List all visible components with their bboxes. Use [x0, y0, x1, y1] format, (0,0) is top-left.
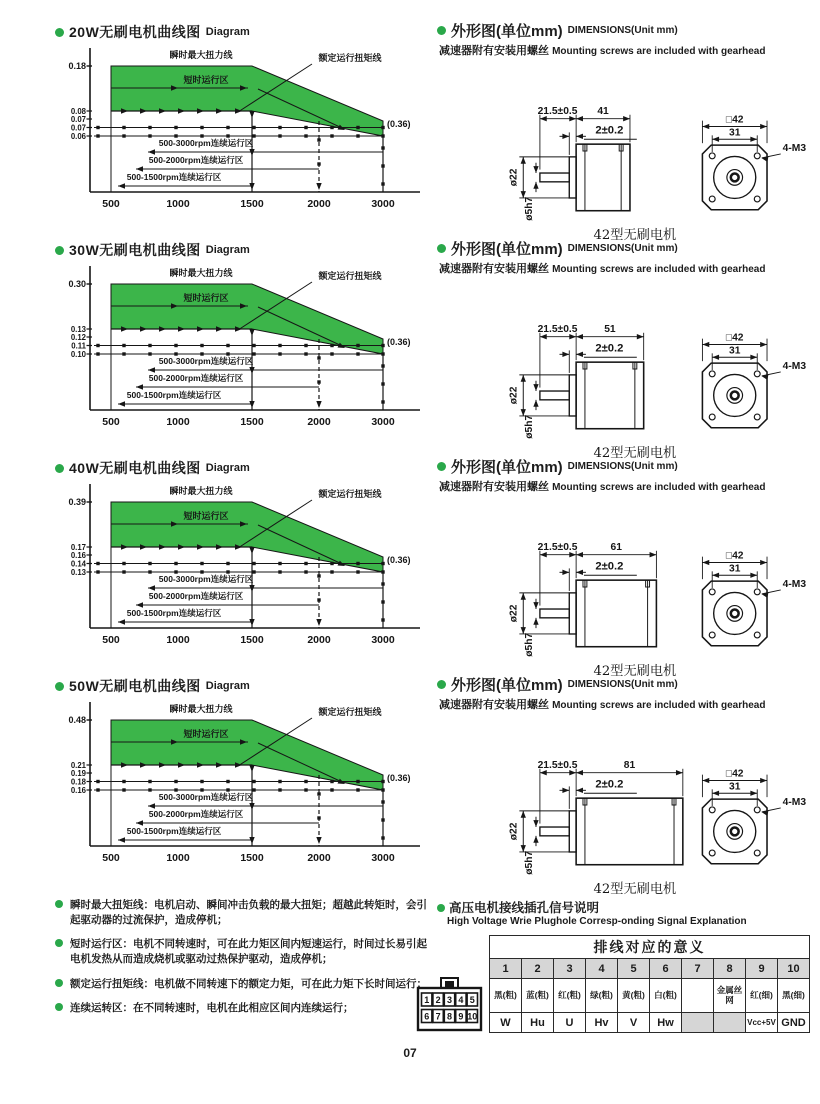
svg-text:7: 7 — [435, 1011, 441, 1022]
svg-text:□42: □42 — [725, 114, 744, 126]
dimension-title-cn: 外形图(单位mm) — [451, 459, 563, 476]
dimension-subtitle — [439, 42, 820, 58]
svg-text:500-2000rpm连续运行区: 500-2000rpm连续运行区 — [148, 155, 244, 165]
svg-text:0.07: 0.07 — [70, 114, 86, 124]
svg-text:0.17: 0.17 — [70, 542, 86, 552]
svg-text:额定运行扭矩线: 额定运行扭矩线 — [318, 707, 382, 717]
dimension-title-en: DIMENSIONS(Unit mm) — [567, 25, 678, 36]
svg-text:21.5±0.5: 21.5±0.5 — [537, 541, 578, 553]
svg-text:0.48: 0.48 — [68, 715, 86, 725]
svg-text:1500: 1500 — [240, 198, 264, 210]
green-bullet-icon — [55, 682, 64, 691]
svg-text:21.5±0.5: 21.5±0.5 — [537, 105, 578, 117]
svg-text:0.30: 0.30 — [68, 279, 86, 289]
svg-text:1500: 1500 — [240, 634, 264, 646]
dimension-section-51 — [437, 238, 820, 462]
svg-text:短时运行区: 短时运行区 — [183, 511, 229, 521]
svg-text:1: 1 — [424, 995, 430, 1005]
svg-text:0.12: 0.12 — [70, 332, 86, 342]
svg-text:瞬时最大扭力线: 瞬时最大扭力线 — [169, 704, 233, 714]
green-bullet-icon — [55, 939, 63, 947]
torque-curve-chart — [55, 42, 435, 238]
svg-text:0.16: 0.16 — [70, 785, 86, 795]
charts-column — [55, 22, 435, 1026]
svg-text:0.39: 0.39 — [68, 497, 86, 507]
dimension-subtitle-en: Mounting screws are included with gearhead — [552, 264, 766, 275]
torque-curve-chart — [55, 478, 435, 674]
wiring-heading-cn: 高压电机接线插孔信号说明 — [449, 901, 600, 915]
svg-text:0.21: 0.21 — [70, 760, 86, 770]
pin-number-cell: 8 — [714, 959, 746, 979]
svg-text:额定运行扭矩线: 额定运行扭矩线 — [318, 271, 382, 281]
motor-dimension-drawing — [437, 276, 820, 462]
svg-text:1000: 1000 — [166, 416, 190, 428]
green-bullet-icon — [437, 244, 446, 253]
signal-cell: Hv — [586, 1013, 618, 1033]
svg-text:6: 6 — [424, 1011, 430, 1022]
green-bullet-icon — [55, 1003, 63, 1011]
green-bullet-icon — [437, 462, 446, 471]
green-bullet-icon — [55, 900, 63, 908]
signal-cell: Vcc+5V — [746, 1013, 778, 1033]
chart-title: 30W无刷电机曲线图 — [69, 242, 201, 258]
wiring-table — [489, 935, 810, 1033]
green-bullet-icon — [55, 464, 64, 473]
svg-text:51: 51 — [604, 323, 616, 335]
wiring-table-title: 排线对应的意义 — [490, 936, 810, 959]
svg-text:500: 500 — [102, 416, 120, 428]
svg-text:ø5h7: ø5h7 — [524, 632, 536, 657]
svg-text:0.13: 0.13 — [70, 567, 86, 577]
svg-text:9: 9 — [458, 1011, 464, 1022]
svg-text:500-3000rpm连续运行区: 500-3000rpm连续运行区 — [158, 574, 254, 584]
svg-text:额定运行扭矩线: 额定运行扭矩线 — [318, 53, 382, 63]
svg-text:ø22: ø22 — [508, 168, 520, 187]
svg-text:31: 31 — [729, 563, 741, 575]
svg-text:500-3000rpm连续运行区: 500-3000rpm连续运行区 — [158, 356, 254, 366]
green-bullet-icon — [55, 246, 64, 255]
svg-text:瞬时最大扭力线: 瞬时最大扭力线 — [169, 50, 233, 60]
note-item — [55, 937, 433, 966]
dimension-subtitle-cn: 减速器附有安装用螺丝 — [439, 45, 549, 57]
svg-text:2: 2 — [435, 995, 441, 1005]
wire-color-cell: 红(细) — [746, 979, 778, 1013]
svg-text:3000: 3000 — [371, 634, 395, 646]
svg-text:(0.36): (0.36) — [387, 337, 411, 347]
svg-text:500: 500 — [102, 198, 120, 210]
chart-section-title — [55, 458, 435, 478]
svg-text:□42: □42 — [725, 768, 744, 780]
svg-text:0.16: 0.16 — [70, 550, 86, 560]
svg-text:3: 3 — [446, 995, 453, 1005]
wire-color-cell: 蓝(粗) — [522, 979, 554, 1013]
svg-text:0.08: 0.08 — [70, 106, 86, 116]
wiring-section — [424, 898, 820, 1033]
svg-text:2±0.2: 2±0.2 — [595, 124, 624, 137]
pin-number-cell: 5 — [618, 959, 650, 979]
svg-text:4-M3: 4-M3 — [782, 143, 807, 154]
svg-text:500-1500rpm连续运行区: 500-1500rpm连续运行区 — [126, 608, 222, 618]
note-item — [55, 977, 433, 992]
signal-cell: GND — [778, 1013, 810, 1033]
wire-color-cell: 黑(粗) — [490, 979, 522, 1013]
svg-text:(0.36): (0.36) — [387, 773, 411, 783]
dimension-title-cn: 外形图(单位mm) — [451, 241, 563, 258]
signal-cell: U — [554, 1013, 586, 1033]
svg-text:额定运行扭矩线: 额定运行扭矩线 — [318, 489, 382, 499]
svg-text:1000: 1000 — [166, 198, 190, 210]
svg-text:500-1500rpm连续运行区: 500-1500rpm连续运行区 — [126, 172, 222, 182]
dimension-subtitle-en: Mounting screws are included with gearhead — [552, 482, 766, 493]
svg-text:ø5h7: ø5h7 — [524, 414, 536, 439]
svg-text:1000: 1000 — [166, 852, 190, 864]
svg-text:8: 8 — [446, 1011, 453, 1022]
green-bullet-icon — [55, 979, 63, 987]
signal-cell: Hw — [650, 1013, 682, 1033]
svg-text:500-1500rpm连续运行区: 500-1500rpm连续运行区 — [126, 826, 222, 836]
plug-connector-icon — [415, 975, 485, 1033]
torque-curve-chart — [55, 260, 435, 456]
pin-number-cell: 3 — [554, 959, 586, 979]
svg-text:0.07: 0.07 — [70, 123, 86, 133]
svg-text:500-2000rpm连续运行区: 500-2000rpm连续运行区 — [148, 373, 244, 383]
chart-title-en: Diagram — [205, 26, 250, 38]
pin-number-cell: 10 — [778, 959, 810, 979]
svg-text:31: 31 — [729, 781, 741, 793]
svg-text:ø5h7: ø5h7 — [524, 850, 536, 875]
svg-text:10: 10 — [467, 1011, 478, 1022]
dimension-section-41 — [437, 20, 820, 244]
svg-text:3000: 3000 — [371, 852, 395, 864]
green-bullet-icon — [437, 26, 446, 35]
svg-text:0.19: 0.19 — [70, 768, 86, 778]
svg-text:5: 5 — [469, 995, 475, 1005]
chart-title: 50W无刷电机曲线图 — [69, 678, 201, 694]
svg-text:4: 4 — [458, 995, 464, 1005]
chart-title: 20W无刷电机曲线图 — [69, 24, 201, 40]
torque-curve-chart — [55, 696, 435, 892]
svg-text:瞬时最大扭力线: 瞬时最大扭力线 — [169, 486, 233, 496]
svg-text:1500: 1500 — [240, 852, 264, 864]
dimension-title-cn: 外形图(单位mm) — [451, 23, 563, 40]
svg-text:2000: 2000 — [307, 198, 331, 210]
svg-text:500: 500 — [102, 634, 120, 646]
note-item — [55, 1001, 433, 1016]
pin-number-cell: 4 — [586, 959, 618, 979]
svg-text:0.18: 0.18 — [68, 61, 86, 71]
wiring-heading-en: High Voltage Wrie Plughole Corresp-onding Signal Explanation — [447, 916, 747, 927]
chart-section-30w — [55, 240, 435, 458]
dimension-title-en: DIMENSIONS(Unit mm) — [567, 679, 678, 690]
chart-section-title — [55, 676, 435, 696]
note-item — [55, 898, 433, 927]
svg-text:1500: 1500 — [240, 416, 264, 428]
svg-text:31: 31 — [729, 127, 741, 139]
signal-cell: V — [618, 1013, 650, 1033]
svg-text:ø22: ø22 — [508, 386, 520, 405]
dimension-subtitle-cn: 减速器附有安装用螺丝 — [439, 263, 549, 275]
wiring-content — [424, 935, 820, 1033]
green-bullet-icon — [437, 904, 445, 912]
signal-cell: W — [490, 1013, 522, 1033]
dimensions-column — [424, 20, 820, 1033]
chart-section-50w — [55, 676, 435, 894]
note-text: 连续运转区：在不同转速时，电机在此相应区间内连续运行； — [70, 1002, 354, 1015]
svg-text:(0.36): (0.36) — [387, 119, 411, 129]
dimension-subtitle-en: Mounting screws are included with gearhead — [552, 700, 766, 711]
svg-text:500-2000rpm连续运行区: 500-2000rpm连续运行区 — [148, 591, 244, 601]
svg-text:4-M3: 4-M3 — [782, 797, 807, 808]
dimension-title-en: DIMENSIONS(Unit mm) — [567, 243, 678, 254]
dimension-section-61 — [437, 456, 820, 680]
svg-text:1000: 1000 — [166, 634, 190, 646]
chart-section-20w — [55, 22, 435, 240]
chart-title-en: Diagram — [205, 680, 250, 692]
wiring-heading — [437, 898, 820, 916]
pin-number-cell: 1 — [490, 959, 522, 979]
svg-text:42型无刷电机: 42型无刷电机 — [593, 446, 677, 462]
svg-text:500-2000rpm连续运行区: 500-2000rpm连续运行区 — [148, 809, 244, 819]
svg-text:81: 81 — [623, 759, 636, 771]
svg-text:0.11: 0.11 — [71, 341, 86, 351]
svg-text:0.10: 0.10 — [70, 349, 86, 359]
note-text: 短时运行区：电机不同转速时，可在此力矩区间内短速运行，时间过长易引起电机发热从而造成烧机或驱动过热保护驱动，造成停机； — [70, 938, 427, 966]
svg-text:21.5±0.5: 21.5±0.5 — [537, 323, 578, 335]
wire-color-cell: 绿(粗) — [586, 979, 618, 1013]
svg-text:42型无刷电机: 42型无刷电机 — [593, 228, 677, 244]
chart-section-title — [55, 22, 435, 42]
page-number: 07 — [403, 1046, 417, 1060]
wire-color-cell: 白(粗) — [650, 979, 682, 1013]
svg-text:500-3000rpm连续运行区: 500-3000rpm连续运行区 — [158, 138, 254, 148]
svg-text:4-M3: 4-M3 — [782, 579, 807, 590]
chart-title-en: Diagram — [205, 462, 250, 474]
wire-color-cell: 黄(粗) — [618, 979, 650, 1013]
svg-text:42型无刷电机: 42型无刷电机 — [593, 664, 677, 680]
svg-text:0.06: 0.06 — [70, 131, 86, 141]
dimension-subtitle-en: Mounting screws are included with gearhead — [552, 46, 766, 57]
signal-cell: Hu — [522, 1013, 554, 1033]
note-text: 瞬时最大扭矩线：电机启动、瞬间冲击负载的最大扭矩；超越此转矩时，会引起驱动器的过流保护，造成停机； — [70, 899, 427, 926]
svg-text:3000: 3000 — [371, 198, 395, 210]
svg-text:41: 41 — [597, 105, 609, 117]
svg-text:2000: 2000 — [307, 634, 331, 646]
dimension-title-en: DIMENSIONS(Unit mm) — [567, 461, 678, 472]
motor-dimension-drawing — [437, 712, 820, 898]
svg-text:2±0.2: 2±0.2 — [595, 778, 624, 791]
svg-text:31: 31 — [729, 345, 741, 357]
svg-text:ø5h7: ø5h7 — [524, 196, 536, 221]
svg-text:0.14: 0.14 — [70, 559, 86, 569]
svg-text:2±0.2: 2±0.2 — [595, 342, 624, 355]
pin-number-cell: 2 — [522, 959, 554, 979]
svg-text:0.13: 0.13 — [70, 324, 86, 334]
note-text: 额定运行扭矩线：电机做不同转速下的额定力矩，可在此力矩下长时间运行； — [70, 977, 427, 990]
green-bullet-icon — [437, 680, 446, 689]
svg-text:3000: 3000 — [371, 416, 395, 428]
dimension-subtitle — [439, 478, 820, 494]
svg-text:42型无刷电机: 42型无刷电机 — [593, 882, 677, 898]
svg-text:ø22: ø22 — [508, 822, 520, 841]
legend-notes — [55, 898, 433, 1016]
svg-text:(0.36): (0.36) — [387, 555, 411, 565]
wire-color-cell: 金属丝网 — [714, 979, 746, 1013]
svg-text:短时运行区: 短时运行区 — [183, 293, 229, 303]
svg-text:短时运行区: 短时运行区 — [183, 729, 229, 739]
svg-text:ø22: ø22 — [508, 604, 520, 623]
green-bullet-icon — [55, 28, 64, 37]
chart-title: 40W无刷电机曲线图 — [69, 460, 201, 476]
svg-text:2000: 2000 — [307, 852, 331, 864]
dimension-subtitle-cn: 减速器附有安装用螺丝 — [439, 699, 549, 711]
dimension-subtitle — [439, 696, 820, 712]
chart-section-title — [55, 240, 435, 260]
pin-number-cell: 7 — [682, 959, 714, 979]
svg-text:21.5±0.5: 21.5±0.5 — [537, 759, 578, 771]
svg-text:500: 500 — [102, 852, 120, 864]
motor-dimension-drawing — [437, 494, 820, 680]
svg-text:500-1500rpm连续运行区: 500-1500rpm连续运行区 — [126, 390, 222, 400]
svg-text:2±0.2: 2±0.2 — [595, 560, 624, 573]
motor-dimension-drawing — [437, 58, 820, 244]
pin-number-cell: 9 — [746, 959, 778, 979]
svg-text:500-3000rpm连续运行区: 500-3000rpm连续运行区 — [158, 792, 254, 802]
dimension-section-81 — [437, 674, 820, 898]
dimension-title-cn: 外形图(单位mm) — [451, 677, 563, 694]
dimension-heading — [437, 20, 820, 41]
wire-color-cell — [682, 979, 714, 1013]
chart-title-en: Diagram — [205, 244, 250, 256]
wire-color-cell: 红(粗) — [554, 979, 586, 1013]
svg-text:短时运行区: 短时运行区 — [183, 75, 229, 85]
dimension-subtitle-cn: 减速器附有安装用螺丝 — [439, 481, 549, 493]
signal-cell — [714, 1013, 746, 1033]
svg-text:4-M3: 4-M3 — [782, 361, 807, 372]
svg-text:61: 61 — [610, 541, 622, 553]
svg-text:□42: □42 — [725, 332, 744, 344]
signal-cell — [682, 1013, 714, 1033]
dimension-subtitle — [439, 260, 820, 276]
svg-text:瞬时最大扭力线: 瞬时最大扭力线 — [169, 268, 233, 278]
svg-text:□42: □42 — [725, 550, 744, 562]
svg-text:0.18: 0.18 — [70, 777, 86, 787]
wire-color-cell: 黑(细) — [778, 979, 810, 1013]
pin-number-cell: 6 — [650, 959, 682, 979]
chart-section-40w — [55, 458, 435, 676]
svg-text:2000: 2000 — [307, 416, 331, 428]
